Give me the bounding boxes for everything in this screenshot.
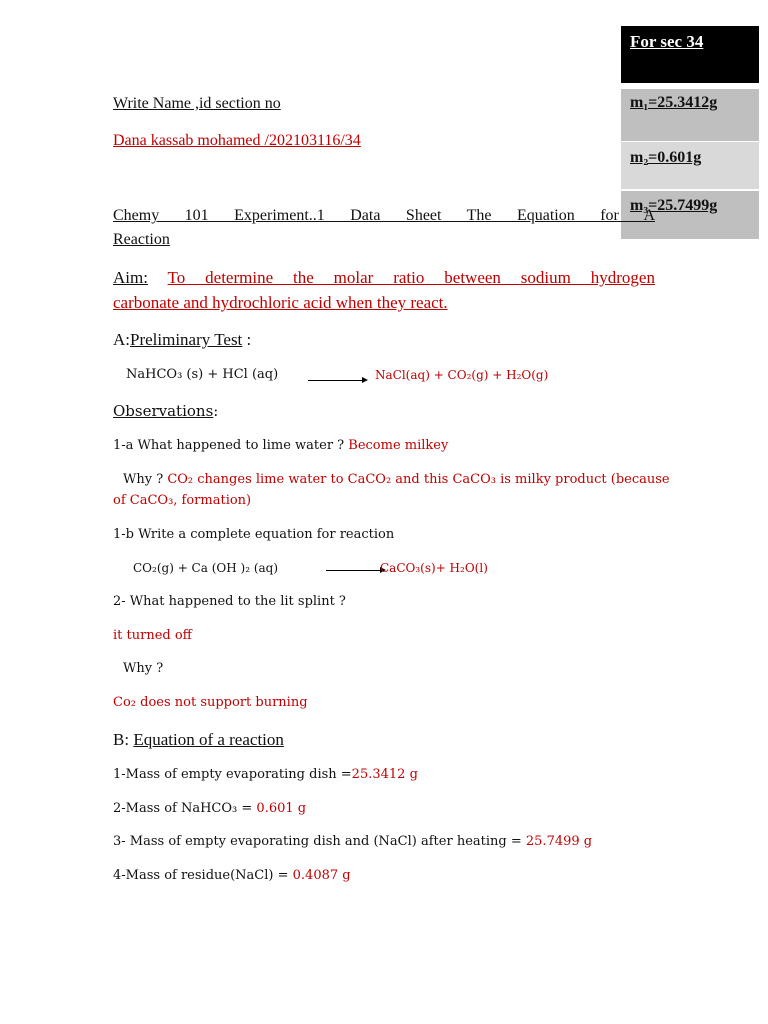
equation-section-prefix: B: bbox=[113, 730, 130, 749]
mass-row-1-value: 25.3412 g bbox=[351, 767, 418, 782]
m1-value: m₁=25.3412g bbox=[630, 94, 718, 111]
mass-row-4 bbox=[113, 868, 351, 883]
why-1-answer-line-1: CO₂ changes lime water to CaCO₂ and this CaCO₃ is milky product (because bbox=[167, 472, 670, 487]
observations-title: Observations bbox=[113, 402, 214, 420]
m1-box bbox=[621, 89, 759, 141]
mass-row-3-value: 25.7499 g bbox=[525, 834, 593, 849]
observations-heading bbox=[113, 402, 218, 420]
equation-1-left: NaHCO₃ (s) + HCl (aq) bbox=[126, 367, 279, 382]
aim-text-1: To determine the molar ratio between sodium hydrogen bbox=[167, 268, 655, 287]
aim-label: Aim: bbox=[113, 268, 148, 287]
answer-2: it turned off bbox=[113, 628, 192, 643]
why-1 bbox=[123, 472, 670, 487]
m2-value: m₂=0.601g bbox=[630, 149, 702, 166]
mass-row-2 bbox=[113, 801, 306, 816]
title-line-2: Reaction bbox=[113, 231, 170, 248]
section-box-header bbox=[621, 26, 759, 83]
mass-row-1-label: 1-Mass of empty evaporating dish = bbox=[113, 767, 352, 782]
mass-row-4-value: 0.4087 g bbox=[292, 868, 351, 883]
question-1b: 1-b Write a complete equation for reaction bbox=[113, 527, 395, 542]
equation-section-heading bbox=[113, 730, 284, 750]
preliminary-heading bbox=[113, 330, 251, 350]
why-1-label: Why ? bbox=[123, 472, 164, 487]
question-1a-text: 1-a What happened to lime water ? bbox=[113, 438, 345, 453]
question-2: 2- What happened to the lit splint ? bbox=[113, 594, 346, 609]
mass-row-4-label: 4-Mass of residue(NaCl) = bbox=[113, 868, 289, 883]
section-label: For sec 34 bbox=[630, 32, 704, 51]
why-1-answer-line-2: of CaCO₃, formation) bbox=[113, 493, 252, 508]
write-name-heading: Write Name ,id section no bbox=[113, 95, 281, 112]
title-line-1: Chemy 101 Experiment..1 Data Sheet The Equation for A bbox=[113, 207, 655, 224]
why-2-label: Why ? bbox=[123, 661, 164, 676]
preliminary-title: Preliminary Test bbox=[130, 330, 243, 349]
aim-line-1 bbox=[113, 268, 655, 288]
reaction-arrow-2 bbox=[326, 570, 384, 571]
mass-row-1 bbox=[113, 767, 418, 782]
mass-row-2-value: 0.601 g bbox=[256, 801, 307, 816]
student-name: Dana kassab mohamed /202103116/34 bbox=[113, 132, 361, 149]
equation-2-left: CO₂(g) + Ca (OH )₂ (aq) bbox=[133, 561, 279, 575]
observations-suffix: : bbox=[213, 402, 219, 420]
preliminary-prefix: A: bbox=[113, 330, 130, 349]
equation-2-right: CaCO₃(s)+ H₂O(l) bbox=[380, 561, 488, 575]
aim-text-2: carbonate and hydrochloric acid when they react. bbox=[113, 293, 448, 312]
mass-row-3-label: 3- Mass of empty evaporating dish and (NaCl) after heating = bbox=[113, 834, 522, 849]
mass-row-2-label: 2-Mass of NaHCO₃ = bbox=[113, 801, 253, 816]
preliminary-suffix: : bbox=[242, 330, 252, 349]
question-1a bbox=[113, 438, 448, 453]
m2-box bbox=[621, 142, 759, 189]
m3-value: m₃=25.7499g bbox=[630, 197, 718, 214]
equation-section-title: Equation of a reaction bbox=[133, 730, 284, 749]
why-2-answer: Co₂ does not support burning bbox=[113, 695, 308, 710]
answer-1a: Become milkey bbox=[348, 438, 449, 453]
reaction-arrow-1 bbox=[308, 380, 366, 381]
equation-1-right: NaCl(aq) + CO₂(g) + H₂O(g) bbox=[375, 368, 549, 382]
mass-row-3 bbox=[113, 834, 592, 849]
